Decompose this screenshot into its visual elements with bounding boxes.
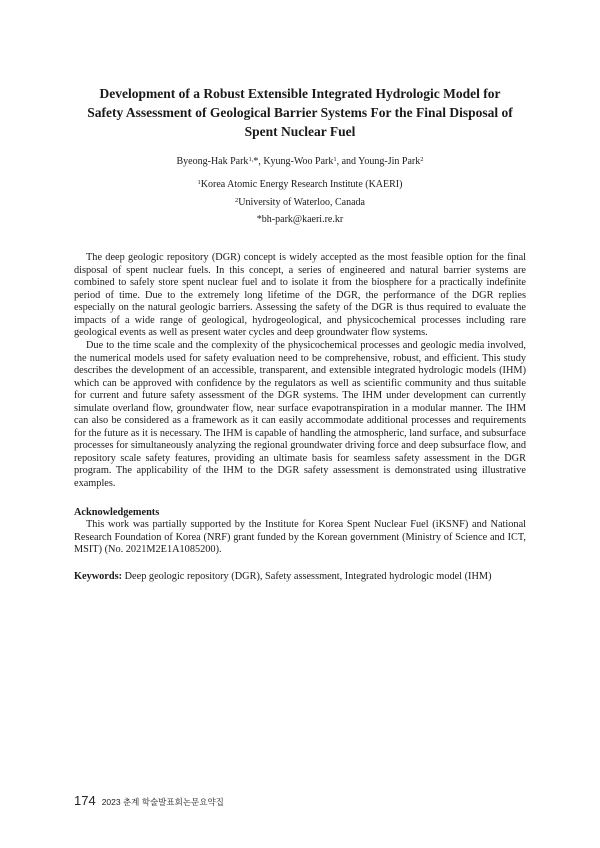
paper-title: Development of a Robust Extensible Integrated Hydrologic Model for Safety Assessment of Geological Barrier Systems For the Final Disposal of Spent Nuclear Fuel <box>87 86 513 139</box>
affiliation <box>60 196 540 210</box>
author-separator: , and <box>336 156 359 167</box>
acknowledgements-heading: Acknowledgements <box>74 507 160 518</box>
affiliation-text: Korea Atomic Energy Research Institute (KAERI) <box>200 179 403 190</box>
author-separator: , <box>258 156 264 167</box>
abstract-paragraph: The deep geologic repository (DGR) concept is widely accepted as the most feasible option for the final disposal of spent nuclear fuels. In this concept, a series of engineered and natural barrier systems are combined to safely store spent nuclear fuel and to isolate it from the biosphere for a practically indefinite period of time. Due to the extremely long lifetime of the DGR, the performance of the DGR replies especially on the natural geologic barriers. Assessing the safety of the DGR is thus required to evaluate the impacts of a wide range of geological, hydrogeological, and physicochemical processes including rare geological events as well as present water cycles and deep groundwater flow systems. <box>74 252 526 338</box>
author-name: Kyung-Woo Park <box>263 156 334 167</box>
author-name: Byeong-Hak Park <box>176 156 249 167</box>
page-number: 174 <box>74 793 96 808</box>
corresponding-mark: * <box>253 156 259 167</box>
abstract-paragraph: Due to the time scale and the complexity of the physicochemical processes and geologic media involved, the numerical models used for safety evaluation need to be comprehensive, robust, and efficient. This study describes the development of an accessible, transparent, and extensible integrated hydrologic models (IHM) which can be approved with confidence by the regulators as well as scientific community and thus suitable for current and future safety assessment of the DGR systems. The IHM under development can currently simulate overland flow, groundwater flow, near surface evapotranspiration in a modular manner. The IHM can also be considered as a framework as it can easily accommodate additional processes and requirements for the future as it is necessary. The IHM is capable of handling the atmospheric, land surface, and subsurface processes for simultaneously analyzing the regional groundwater driving force and deep subsurface flow, and repository scale safety features, providing an ultimate basis for seamless safety assessment in the DGR program. The applicability of the IHM to the DGR safety assessment is demonstrated using illustrative examples. <box>74 340 526 489</box>
keywords <box>74 571 526 584</box>
proceedings-title: 2023 춘계 학술발표회논문요약집 <box>101 797 224 807</box>
author-name: Young-Jin Park <box>358 156 421 167</box>
affiliation-superscript: 2 <box>234 197 239 204</box>
acknowledgements-text: This work was partially supported by the Institute for Korea Spent Nuclear Fuel (iKSNF) and National Research Foundation of Korea (NRF) grant funded by the Korean government (Ministry of Science and ICT, MSIT) (No. 2021M2E1A1085200). <box>74 519 526 555</box>
author-superscript: 1 <box>333 156 337 163</box>
affiliation-text: University of Waterloo, Canada <box>238 197 365 208</box>
author-superscript: 2 <box>420 156 424 163</box>
keywords-label: Keywords: <box>74 571 123 582</box>
page-footer <box>74 792 224 810</box>
corresponding-email: *bh-park@kaeri.re.kr <box>256 214 344 225</box>
affiliation-superscript: 1 <box>197 179 201 186</box>
author-list <box>60 155 540 169</box>
author-superscript: 1, <box>248 156 254 163</box>
keywords-text: Deep geologic repository (DGR), Safety assessment, Integrated hydrologic model (IHM) <box>124 571 492 582</box>
affiliation <box>60 178 540 192</box>
